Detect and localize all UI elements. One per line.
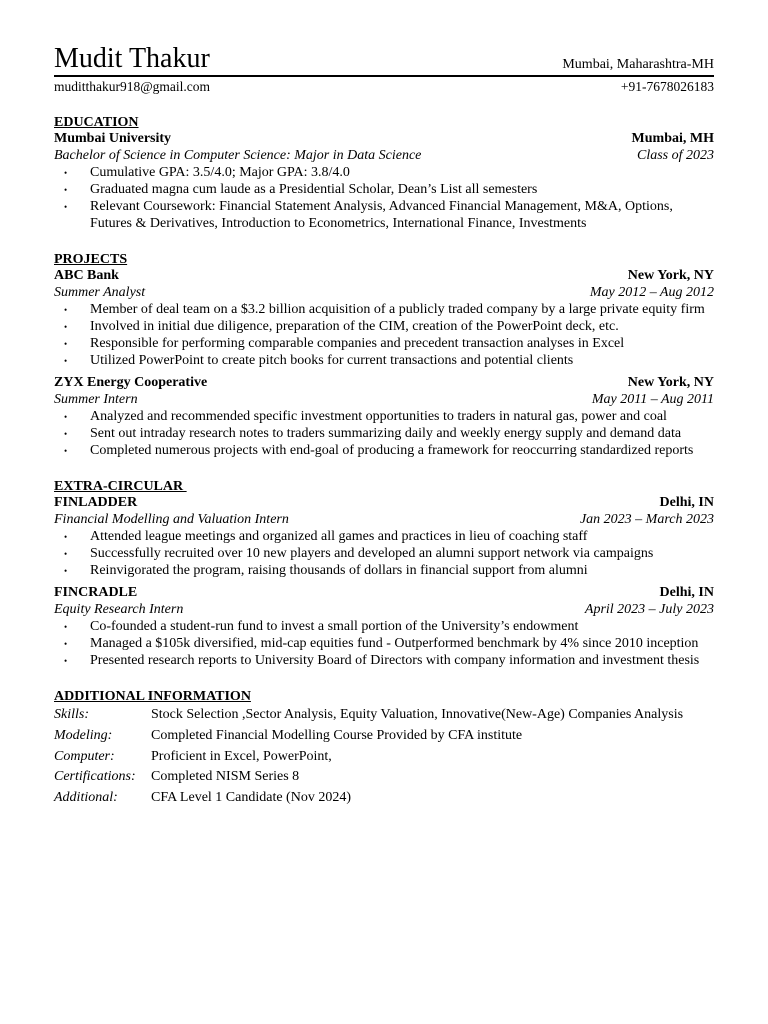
bullet-item [54,335,714,352]
bullet-item [54,198,714,232]
email: muditthakur918@gmail.com [54,79,211,94]
organization-name: ABC Bank [54,268,119,283]
bullet-text: Relevant Coursework: Financial Statement Analysis, Advanced Financial Management, M&A, Options, Futures & Derivatives, Introduction to Econometrics, International Finance, Investments [90,199,673,231]
info-label: Additional: [54,790,118,806]
bullet-list [54,618,714,669]
entry-header-row [54,268,714,285]
section-title: EXTRA-CIRCULAR [54,479,187,494]
bullet-item [54,528,714,545]
contact-row [54,78,714,95]
info-value: Proficient in Excel, PowerPoint, [151,748,332,764]
bullet-text: Reinvigorated the program, raising thousands of dollars in financial support from alumni [90,563,588,578]
role-title: Bachelor of Science in Computer Science: Major in Data Science [54,147,422,163]
bullet-glyph: • [64,566,68,576]
candidate-location: Mumbai, Maharashtra-MH [562,57,714,72]
role-dates: Class of 2023 [636,147,714,163]
bullet-item [54,652,714,669]
bullet-glyph: • [64,412,68,422]
entry [54,268,714,369]
bullet-glyph: • [64,202,68,212]
bullet-glyph: • [64,656,68,666]
entry-role-row [54,512,714,529]
resume-page [54,44,714,809]
education-section [54,114,714,232]
info-row [54,726,714,747]
organization-name: ZYX Energy Cooperative [54,375,208,390]
bullet-text: Analyzed and recommended specific investment opportunities to traders in natural gas, power and coal [90,409,667,424]
role-title: Summer Intern [54,391,138,407]
info-label: Computer: [54,748,115,764]
info-label: Certifications: [54,769,136,785]
bullet-item [54,352,714,369]
bullet-glyph: • [64,305,68,315]
bullet-text: Sent out intraday research notes to traders summarizing daily and weekly energy supply and demand data [90,426,682,441]
bullet-item [54,164,714,181]
bullet-glyph: • [64,356,68,366]
section-title: EDUCATION [54,115,139,130]
entry-header-row [54,131,714,148]
organization-name: FINLADDER [54,495,138,510]
bullet-text: Completed numerous projects with end-goal of producing a framework for reoccurring standardized reports [90,443,694,458]
bullet-item [54,545,714,562]
info-value: Completed NISM Series 8 [151,769,300,785]
bullet-glyph: • [64,185,68,195]
bullet-text: Cumulative GPA: 3.5/4.0; Major GPA: 3.8/4.0 [90,165,350,180]
entry [54,495,714,579]
bullet-glyph: • [64,532,68,542]
projects-section [54,251,714,459]
bullet-glyph: • [64,322,68,332]
entry-header-row [54,495,714,512]
bullet-glyph: • [64,639,68,649]
bullet-text: Attended league meetings and organized all games and practices in lieu of coaching staff [90,529,588,544]
bullet-glyph: • [64,339,68,349]
bullet-list [54,164,714,232]
bullet-list [54,408,714,459]
bullet-item [54,442,714,459]
info-row [54,747,714,768]
bullet-glyph: • [64,429,68,439]
entries [54,131,714,232]
entry-header-row [54,375,714,392]
organization-location: Delhi, IN [659,495,714,510]
section-title: PROJECTS [54,252,128,267]
entries [54,495,714,669]
bullet-text: Co-founded a student-run fund to invest a small portion of the University’s endowment [90,619,579,634]
bullet-item [54,562,714,579]
phone: +91-7678026183 [620,79,714,94]
bullet-item [54,618,714,635]
info-rows [54,705,714,809]
candidate-name: Mudit Thakur [54,43,210,74]
bullet-list [54,528,714,579]
bullet-text: Involved in initial due diligence, preparation of the CIM, creation of the PowerPoint deck, etc. [90,319,619,334]
bullet-item [54,425,714,442]
bullet-list [54,301,714,369]
info-row [54,788,714,809]
entry-role-row [54,148,714,165]
role-title: Summer Analyst [54,284,146,300]
organization-name: Mumbai University [54,131,172,146]
bullet-glyph: • [64,168,68,178]
entry-role-row [54,602,714,619]
role-title: Equity Research Intern [54,601,184,617]
entry [54,585,714,669]
additional-info-section [54,688,714,809]
organization-name: FINCRADLE [54,585,138,600]
entry-role-row [54,392,714,409]
bullet-item [54,181,714,198]
bullet-text: Member of deal team on a $3.2 billion acquisition of a publicly traded company by a large private equity firm [90,302,705,317]
entry [54,375,714,459]
bullet-text: Managed a $105k diversified, mid-cap equities fund - Outperformed benchmark by 4% since 2010 inception [90,636,699,651]
bullet-text: Graduated magna cum laude as a Presidential Scholar, Dean’s List all semesters [90,182,538,197]
bullet-glyph: • [64,622,68,632]
role-dates: April 2023 – July 2023 [584,601,714,617]
bullet-text: Utilized PowerPoint to create pitch books for current transactions and potential clients [90,353,574,368]
role-title: Financial Modelling and Valuation Intern [54,511,289,527]
role-dates: May 2012 – Aug 2012 [589,284,714,300]
bullet-item [54,635,714,652]
entries [54,268,714,459]
bullet-text: Responsible for performing comparable companies and precedent transaction analyses in Excel [90,336,625,351]
header [54,44,714,77]
organization-location: Delhi, IN [659,585,714,600]
organization-location: Mumbai, MH [631,131,714,146]
info-value: CFA Level 1 Candidate (Nov 2024) [151,790,351,806]
entry-role-row [54,285,714,302]
info-value: Stock Selection ,Sector Analysis, Equity Valuation, Innovative(New-Age) Companies Analysis [151,707,684,722]
organization-location: New York, NY [627,268,714,283]
role-dates: Jan 2023 – March 2023 [579,511,714,527]
bullet-glyph: • [64,549,68,559]
entry [54,131,714,232]
info-row [54,767,714,788]
bullet-item [54,408,714,425]
info-label: Skills: [54,707,89,722]
organization-location: New York, NY [627,375,714,390]
extra-curricular-section [54,478,714,669]
bullet-item [54,318,714,335]
bullet-item [54,301,714,318]
section-title: ADDITIONAL INFORMATION [54,689,251,704]
bullet-text: Presented research reports to University Board of Directors with company information and investment thesis [90,653,700,668]
info-value: Completed Financial Modelling Course Provided by CFA institute [151,727,523,743]
role-dates: May 2011 – Aug 2011 [591,391,714,407]
entry-header-row [54,585,714,602]
info-label: Modeling: [54,727,113,743]
bullet-glyph: • [64,446,68,456]
info-row [54,705,714,726]
bullet-text: Successfully recruited over 10 new players and developed an alumni support network via campaigns [90,546,654,561]
